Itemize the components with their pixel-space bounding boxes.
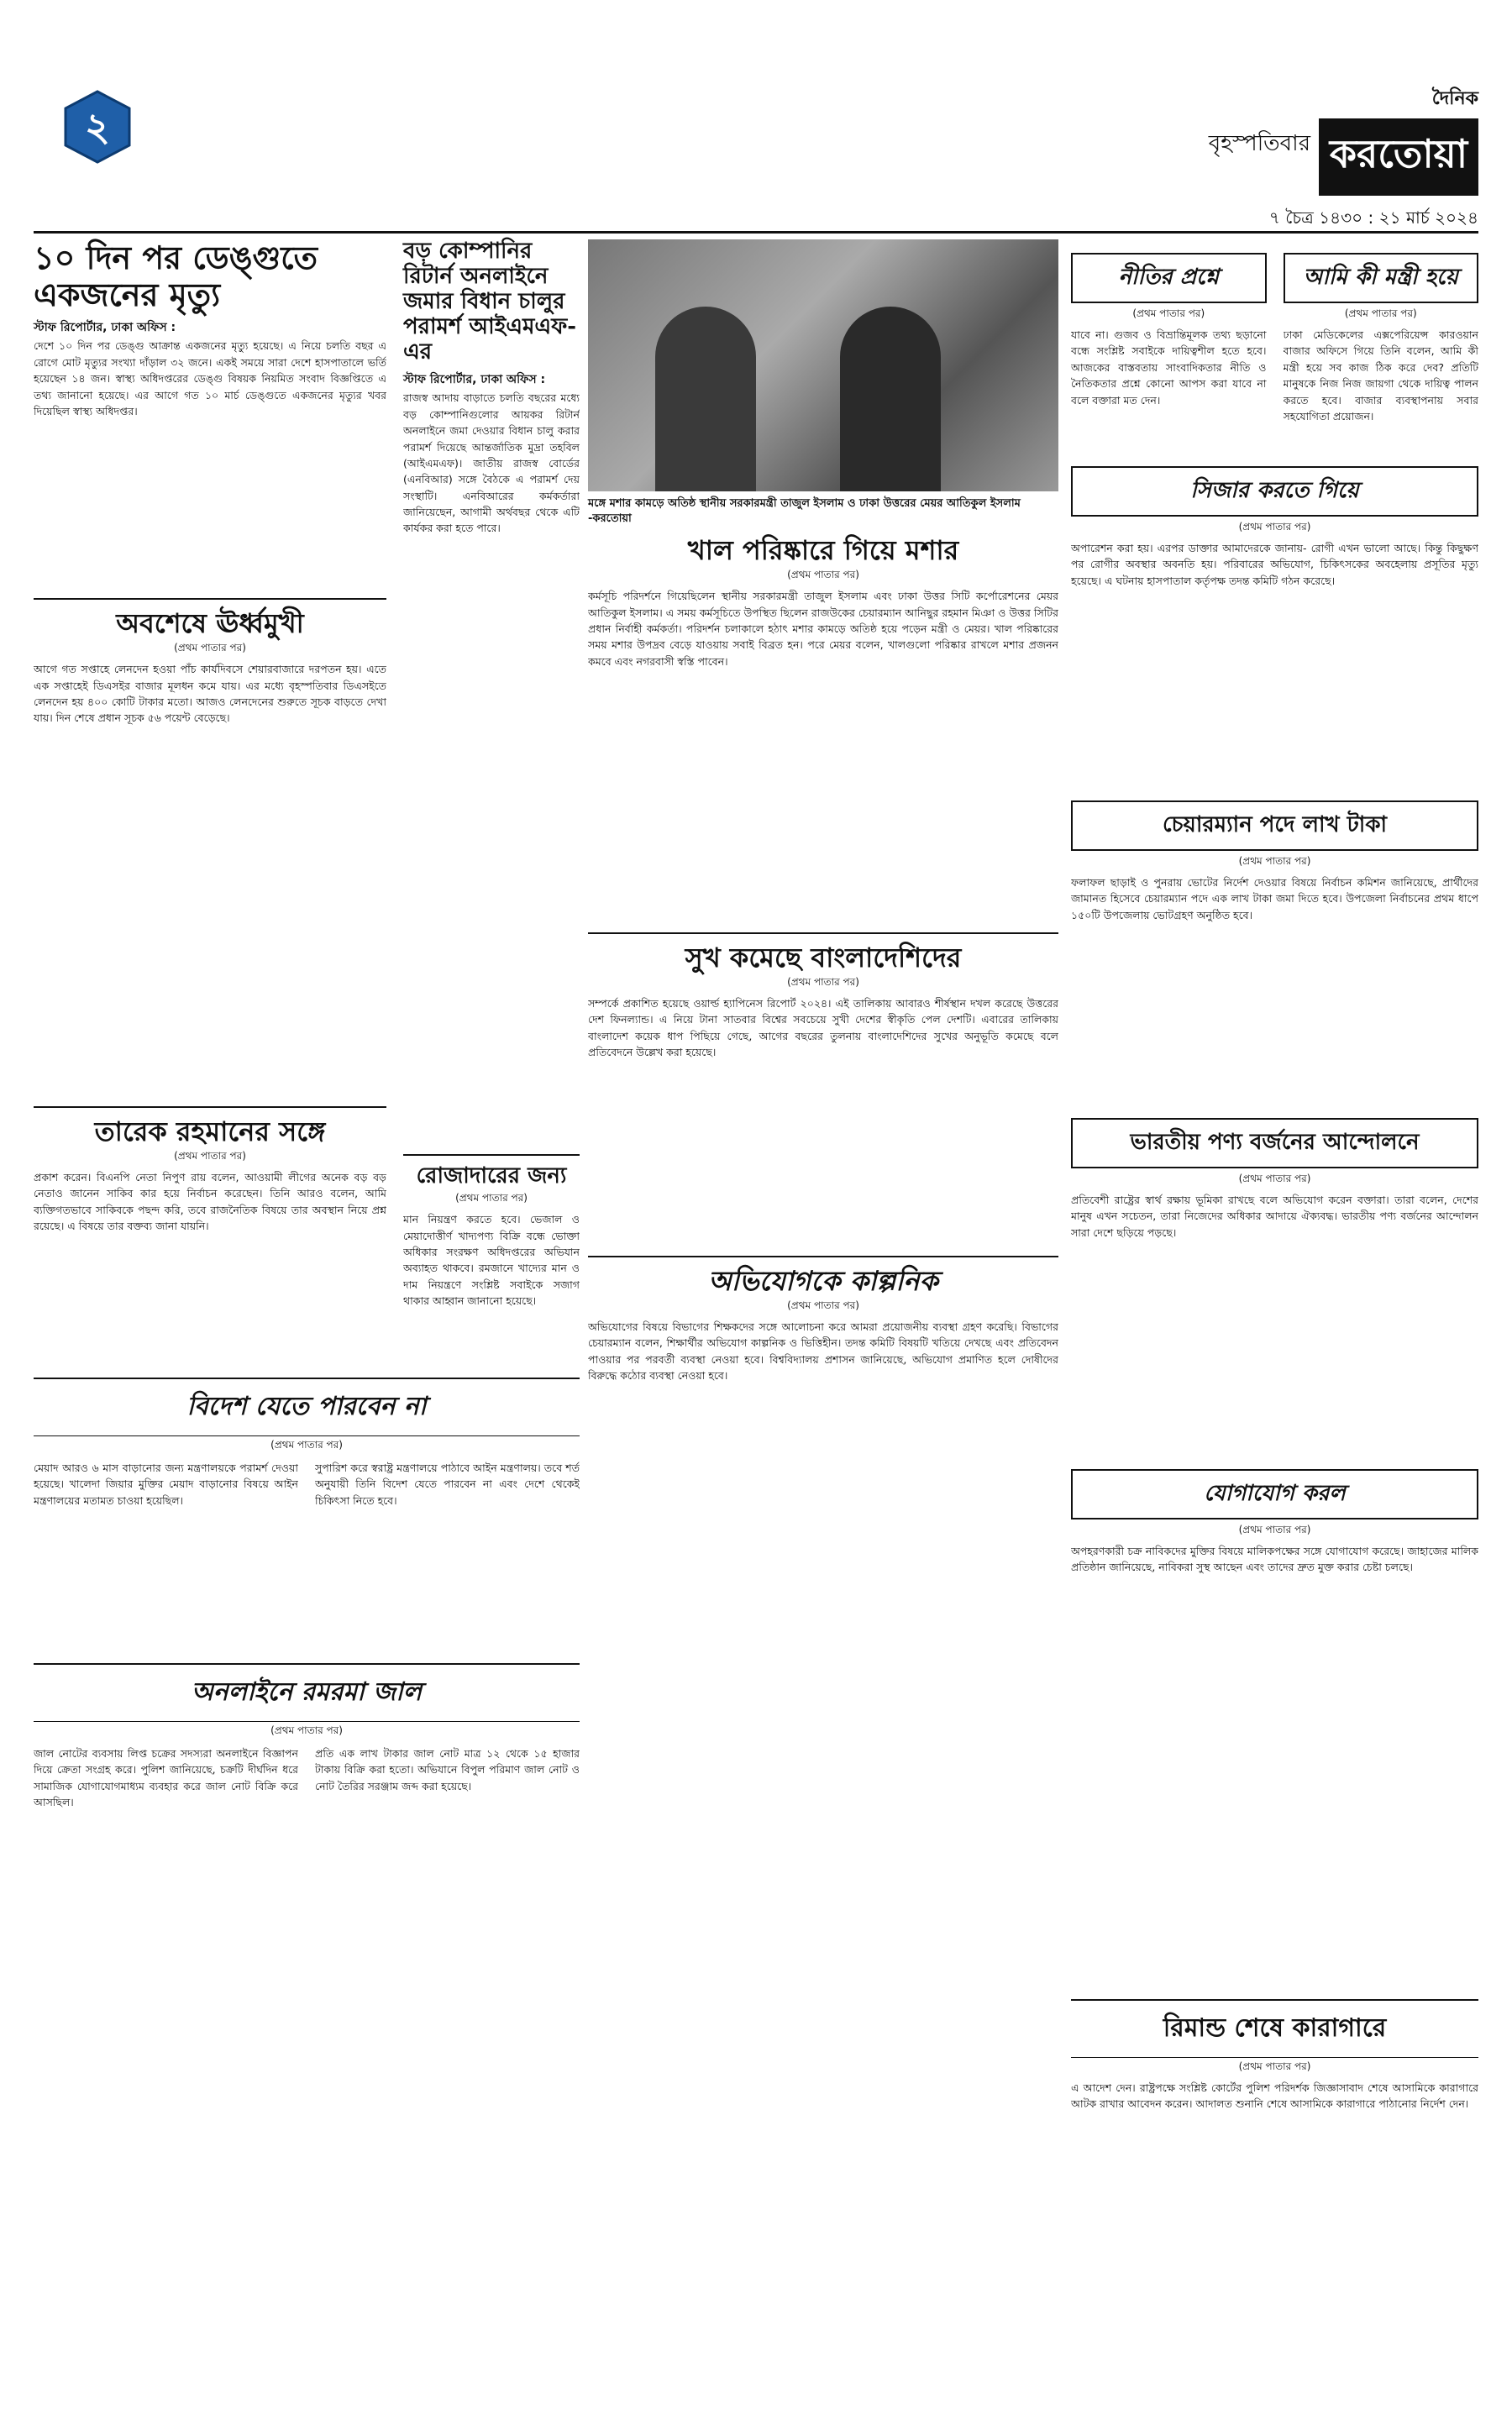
happiness-continued: (প্রথম পাতার পর) [787,975,859,988]
online-continued: (প্রথম পাতার পর) [270,1724,343,1736]
divider [403,1154,580,1156]
company-byline: স্টাফ রিপোর্টার, ঢাকা অফিস : [403,373,546,387]
divider [588,932,1058,934]
column-2 [403,239,580,1493]
logo-top-text: দৈনিক [1431,87,1478,109]
chairman-body: ফলাফল ছাড়াই ও পুনরায় ভোটের নির্দেশ দেওয়ার বিষয়ে নির্বাচন কমিশন জানিয়েছে, প্রার্থীদের জামানত হিসেবে চেয়ারম্যান পদে এক লাখ টাকা জমা দিতে হবে। উপজেলা নির্বাচনের প্রথম ধাপে ১৫০টি উপজেলায় ভোটগ্রহণ অনুষ্ঠিত হবে। [1071,876,1478,921]
mosquito-body: কর্মসূচি পরিদর্শনে গিয়েছিলেন স্থানীয় সরকারমন্ত্রী তাজুল ইসলাম এবং ঢাকা উত্তর সিটি কর্পোরেশনের মেয়র আতিকুল ইসলাম। এ সময় কর্মসূচিতে উপস্থিত ছিলেন রাজউকের চেয়ারম্যান আনিছুর রহমান মিঞা ও উত্তর সিটির প্রধান নির্বাহী কর্মকর্তা। পরিদর্শন চলাকালে হঠাৎ মশার কামড়ে অতিষ্ঠ হয়ে পড়েন মন্ত্রী ও মেয়র। খাল পরিষ্কারের সময় মশার উপদ্রব বেড়ে যাওয়ায় সবাই বিব্রত হন। পরে মেয়র বলেন, খালগুলো পরিষ্কার রাখলে মশার প্রজনন কমবে এবং নগরবাসী স্বস্তি পাবেন। [588,590,1058,668]
minister-continued: (প্রথম পাতার পর) [1344,307,1417,319]
tarek-body: প্রকাশ করেন। বিএনপি নেতা নিপুণ রায় বলেন, আওয়ামী লীগের অনেক বড় বড় নেতাও জানেন সাকিব কার হয়ে নির্বাচন করেছেন। তিনি আরও বলেন, আমি ব্যক্তিগতভাবে সাকিবকে পছন্দ করি, তবে রাজনৈতিক বিষয়ে তার অবস্থান নিয়ে প্রশ্ন রয়েছে। এ বিষয়ে তার বক্তব্য জানা যায়নি। [34,1170,386,1233]
pen-headline: নীতির প্রশ্নে [1071,253,1267,303]
contact-continued: (প্রথম পাতার পর) [1238,1524,1311,1535]
allegation-body: অভিযোগের বিষয়ে বিভাগের শিক্ষকদের সঙ্গে আলোচনা করে আমরা প্রয়োজনীয় ব্যবস্থা গ্রহণ করেছি। বিভাগের চেয়ারম্যান বলেন, শিক্ষার্থীর অভিযোগ কাল্পনিক ও ভিত্তিহীন। তদন্ত কমিটি বিষয়টি খতিয়ে দেখছে এবং প্রতিবেদন পাওয়ার পর পরবর্তী ব্যবস্থা নেওয়া হবে। বিশ্ববিদ্যালয় প্রশাসন জানিয়েছে, অভিযোগ প্রমাণিত হলে দোষীদের বিরুদ্ধে কঠোর ব্যবস্থা নেওয়া হবে। [588,1320,1058,1382]
article-minister [1284,244,1479,458]
article-cigarette [1071,466,1478,792]
upward-headline: অবশেষে ঊর্ধ্বমুখী [116,607,304,640]
masthead-date: ৭ চৈত্র ১৪৩০ : ২১ মার্চ ২০২৪ [1268,207,1478,228]
remand-body: এ আদেশ দেন। রাষ্ট্রপক্ষে সংশ্লিষ্ট কোর্টের পুলিশ পরিদর্শক জিজ্ঞাসাবাদ শেষে আসামিকে কারাগারে আটক রাখার আবেদন করেন। আদালত শুনানি শেষে আসামিকে কারাগারে পাঠানোর নির্দেশ দেন। [1071,2081,1478,2111]
article-remand [1071,1999,1478,2421]
divider [34,598,386,600]
page-number-hexagon-icon [59,88,136,165]
abroad-body-columns [34,1460,580,1683]
minister-body: ঢাকা মেডিকেলের এক্সপেরিয়েন্স কারওয়ান বাজার অফিসে গিয়ে তিনি বলেন, আমি কী মন্ত্রী হয়ে সব কাজ ঠিক করে দেব? প্রতিটি মানুষকে নিজ নিজ জায়গা থেকে দায়িত্ব পালন করতে হবে। বাজার ব্যবস্থাপনায় সবার সহযোগিতা প্রয়োজন। [1283,328,1478,422]
article-online [34,1663,580,2406]
article-upward [34,608,386,1098]
cigarette-continued: (প্রথম পাতার পর) [1238,521,1311,533]
abroad-body-left: মেয়াদ আরও ৬ মাস বাড়ানোর জন্য মন্ত্রণালয়কে পরামর্শ দেওয়া হয়েছে। খালেদা জিয়ার মুক্তির মেয়াদ বাড়ানোর বিষয়ে আইন মন্ত্রণালয়ের মতামত চাওয়া হয়েছিল। [34,1462,298,1507]
photo-person-1 [655,307,756,491]
abroad-continued: (প্রথম পাতার পর) [270,1439,343,1451]
article-chairman [1071,800,1478,1110]
allegation-headline: অভিযোগকে কাল্পনিক [708,1264,938,1297]
article-dengue [34,239,386,590]
tarek-headline: তারেক রহমানের সঙ্গে [94,1115,326,1148]
cigarette-body: অপারেশন করা হয়। এরপর ডাক্তার আমাদেরকে জানায়- রোগী এখন ভালো আছে। কিন্তু কিছুক্ষণ পর রোগীর অবস্থার অবনতি হয়। পরিবারের অভিযোগ, চিকিৎসকের অবহেলায় প্রসূতির মৃত্যু হয়েছে। এ ঘটনায় হাসপাতাল কর্তৃপক্ষ তদন্ত কমিটি গঠন করেছে। [1071,542,1478,587]
newspaper-logo [1319,84,1478,185]
company-body: রাজস্ব আদায় বাড়াতে চলতি বছরের মধ্যে বড় কোম্পানিগুলোর আয়কর রিটার্ন অনলাইনে জমা দেওয়ার বিধান চালু করার পরামর্শ দিয়েছে আন্তর্জাতিক মুদ্রা তহবিল (আইএমএফ)। জাতীয় রাজস্ব বোর্ডের (এনবিআর) সঙ্গে বৈঠকে এ পরামর্শ দেয় সংস্থাটি। এনবিআরের কর্মকর্তারা জানিয়েছেন, আগামী অর্থবছর থেকে এটি কার্যকর করা হতে পারে। [403,391,580,535]
article-contact [1071,1469,1478,1728]
column-3 [588,239,1058,1895]
online-body-left: জাল নোটের ব্যবসায় লিপ্ত চক্রের সদস্যরা অনলাইনে বিজ্ঞাপন দিয়ে ক্রেতা সংগ্রহ করে। পুলিশ জানিয়েছে, চক্রটি দীর্ঘদিন ধরে সামাজিক যোগাযোগমাধ্যম ব্যবহার করে জাল নোট বিক্রি করে আসছিল। [34,1747,298,1809]
company-headline: বড় কোম্পানির রিটার্ন অনলাইনে জমার বিধান চালুর পরামর্শ আইএমএফ-এর [403,239,577,365]
tarek-continued: (প্রথম পাতার পর) [174,1149,246,1162]
divider [588,1256,1058,1257]
article-company [403,239,580,1146]
boycott-headline: ভারতীয় পণ্য বর্জনের আন্দোলনে [1071,1118,1478,1168]
roza-headline: রোজাদারের জন্য [416,1163,567,1189]
boycott-body: প্রতিবেশী রাষ্ট্রের স্বার্থ রক্ষায় ভূমিকা রাখছে বলে অভিযোগ করেন বক্তারা। তারা বলেন, দেশের মানুষ এখন সচেতন, তারা নিজেদের অধিকার আদায়ে ঐক্যবদ্ধ। ভারতীয় পণ্য বর্জনের আন্দোলন সারা দেশে ছড়িয়ে পড়ছে। [1071,1194,1478,1239]
abroad-headline: বিদেশ যেতে পারবেন না [34,1378,580,1436]
article-pen [1071,244,1267,458]
masthead-day: বৃহস্পতিবার [1208,131,1310,156]
chairman-headline: চেয়ারম্যান পদে লাখ টাকা [1071,800,1478,851]
happiness-body: সম্পর্কে প্রকাশিত হয়েছে ওয়ার্ল্ড হ্যাপিনেস রিপোর্ট ২০২৪। এই তালিকায় আবারও শীর্ষস্থান দখল করেছে উত্তরের দেশ ফিনল্যান্ড। এ নিয়ে টানা সাতবার বিশ্বের সবচেয়ে সুখী দেশের স্বীকৃতি পেল দেশটি। এবারের তালিকায় বাংলাদেশ কয়েক ধাপ পিছিয়ে গেছে, আগের বছরের তুলনায় বাংলাদেশিদের সুখের অনুভূতি কমেছে বলে প্রতিবেদনে উল্লেখ করা হয়েছে। [588,996,1058,1059]
article-boycott [1071,1118,1478,1461]
mosquito-continued: (প্রথম পাতার পর) [787,569,859,581]
photo-caption: মঙ্গে মশার কামড়ে অতিষ্ঠ স্থানীয় সরকারমন্ত্রী তাজুল ইসলাম ও ঢাকা উত্তরের মেয়র আতিকুল ইসলাম -করতোয়া [588,497,1021,526]
cigarette-headline: সিজার করতে গিয়ে [1071,466,1478,517]
roza-continued: (প্রথম পাতার পর) [455,1192,528,1205]
minister-headline: আমি কী মন্ত্রী হয়ে [1284,253,1479,303]
happiness-headline: সুখ কমেছে বাংলাদেশিদের [685,942,962,974]
upward-continued: (প্রথম পাতার পর) [174,642,246,654]
pen-body: যাবে না। গুজব ও বিভ্রান্তিমূলক তথ্য ছড়ানো বন্ধে সংশ্লিষ্ট সবাইকে দায়িত্বশীল হতে হবে। আজকের বাস্তবতায় সাংবাদিকতার নীতি ও নৈতিকতার প্রশ্নে কোনো আপস করা যাবে না বলে বক্তারা মত দেন। [1071,328,1267,407]
col4-top-row [1071,244,1478,458]
dengue-body: দেশে ১০ দিন পর ডেঙ্গু আক্রান্ত একজনের মৃত্যু হয়েছে। এ নিয়ে চলতি বছর এ রোগে মোট মৃত্যুর সংখ্যা দাঁড়াল ৩২ জনে। একই সময়ে সারা দেশে হাসপাতালে ভর্তি হয়েছেন ১৪ জন। স্বাস্থ্য অধিদপ্তরের ডেঙ্গু বিষয়ক নিয়মিত সংবাদ বিজ্ঞপ্তিতে এ তথ্য জানানো হয়েছে। এর আগে গত ১০ মার্চ ডেঙ্গুতে একজনের মৃত্যুর খবর দিয়েছিল স্বাস্থ্য অধিদপ্তর। [34,339,386,417]
news-photo [588,239,1058,491]
abroad-body-right: সুপারিশ করে স্বরাষ্ট্র মন্ত্রণালয়ে পাঠাবে আইন মন্ত্রণালয়। তবে শর্ত অনুযায়ী তিনি বিদেশ যেতে পারবেন না এবং দেশে থেকেই চিকিৎসা নিতে হবে। [315,1462,580,1507]
masthead-divider [34,231,1478,234]
online-body-right: প্রতি এক লাখ টাকার জাল নোট মাত্র ১২ থেকে ১৫ হাজার টাকায় বিক্রি করা হতো। অভিযানে বিপুল পরিমাণ জাল নোট ও নোট তৈরির সরঞ্জাম জব্দ করা হয়েছে। [315,1747,580,1792]
upward-body: আগে গত সপ্তাহে লেনদেন হওয়া পাঁচ কার্যদিবসে শেয়ারবাজারে দরপতন হয়। এতে এক সপ্তাহেই ডিএসইর বাজার মূলধন কমে যায়। এর মধ্যে বৃহস্পতিবার ডিএসইতে লেনদেন হয় ৪০০ কোটি টাকার মতো। আজও লেনদেনের শুরুতে সূচক বাড়তে দেখা যায়। দিন শেষে প্রধান সূচক ৫৬ পয়েন্ট বেড়েছে। [34,663,386,725]
divider [34,1106,386,1108]
logo-main-text: করতোয়া [1319,118,1478,196]
contact-body: অপহরণকারী চক্র নাবিকদের মুক্তির বিষয়ে মালিকপক্ষের সঙ্গে যোগাযোগ করেছে। জাহাজের মালিক প্রতিষ্ঠান জানিয়েছে, নাবিকরা সুস্থ আছেন এবং তাদের দ্রুত মুক্ত করার চেষ্টা চলছে। [1071,1545,1478,1574]
remand-continued: (প্রথম পাতার পর) [1238,2060,1311,2072]
column-4 [1071,239,1478,1733]
page-number-badge [59,88,136,165]
remand-headline: রিমান্ড শেষে কারাগারে [1071,1999,1478,2058]
column-1 [34,239,386,1493]
dengue-headline: ১০ দিন পর ডেঙ্গুতে একজনের মৃত্যু [34,239,318,313]
page-number: ২ [85,104,110,150]
online-headline: অনলাইনে রমরমা জাল [34,1663,580,1722]
contact-headline: যোগাযোগ করল [1071,1469,1478,1519]
roza-body: মান নিয়ন্ত্রণ করতে হবে। ভেজাল ও মেয়াদোত্তীর্ণ খাদ্যপণ্য বিক্রি বন্ধে ভোক্তা অধিকার সংরক্ষণ অধিদপ্তরের অভিযান অব্যাহত থাকবে। রমজানে খাদ্যের মান ও দাম নিয়ন্ত্রণে সংশ্লিষ্ট সবাইকে সজাগ থাকার আহ্বান জানানো হয়েছে। [403,1213,580,1308]
masthead [34,42,1478,228]
photo-person-2 [840,307,941,491]
boycott-continued: (প্রথম পাতার পর) [1238,1173,1311,1184]
chairman-continued: (প্রথম পাতার পর) [1238,855,1311,867]
article-allegation [588,1266,1058,1890]
article-abroad [34,1378,580,1683]
online-body-columns [34,1745,580,2406]
mosquito-headline: খাল পরিষ্কারে গিয়ে মশার [687,534,959,567]
article-mosquito [588,535,1058,924]
article-happiness [588,942,1058,1247]
dengue-byline: স্টাফ রিপোর্টার, ঢাকা অফিস : [34,321,176,335]
allegation-continued: (প্রথম পাতার পর) [787,1299,859,1311]
pen-continued: (প্রথম পাতার পর) [1132,307,1205,319]
